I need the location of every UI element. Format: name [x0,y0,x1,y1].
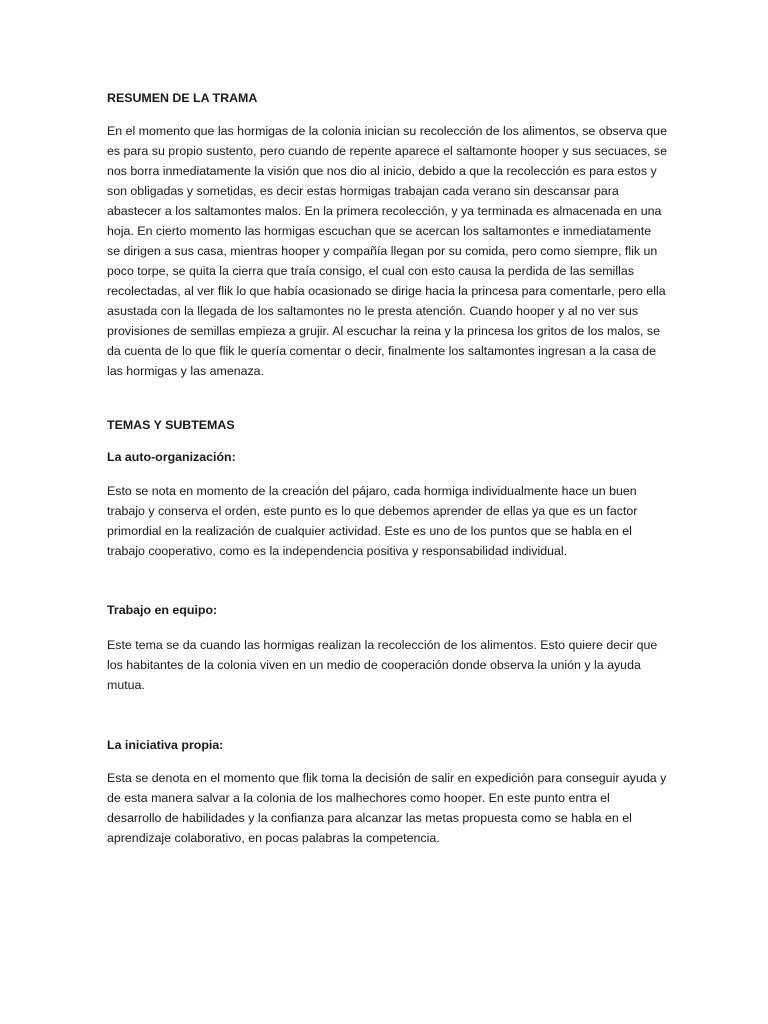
subsection-title-trabajo-en-equipo: Trabajo en equipo: [107,603,218,617]
subsection-title-auto-organizacion: La auto-organización: [107,450,236,464]
section-title-temas: TEMAS Y SUBTEMAS [107,418,235,432]
section-title-resumen: RESUMEN DE LA TRAMA [107,91,258,105]
subsection-body-trabajo-en-equipo: Este tema se da cuando las hormigas realizan la recolección de los alimentos. Esto quiere decir que los habitantes de la colonia viven en un medio de cooperación donde observa la unión y la ayuda mutua. [107,638,658,692]
subsection-body-iniciativa-propia: Esta se denota en el momento que flik toma la decisión de salir en expedición para conseguir ayuda y de esta manera salvar a la colonia de los malhechores como hooper. En este punto entra el desarrollo de habilidades y la confianza para alcanzar las metas propuesta como se habla en el aprendizaje colaborativo, en pocas palabras la competencia. [107,771,667,845]
section-body-resumen: En el momento que las hormigas de la colonia inician su recolección de los alimentos, se observa que es para su propio sustento, pero cuando de repente aparece el saltamonte hooper y sus secuaces, se nos borra inmediatamente la visión que nos dio al inicio, debido a que la recolección es para estos y son obligadas y sometidas, es decir estas hormigas trabajan cada verano sin descansar para abastecer a los saltamontes malos. En la primera recolección, y ya terminada es almacenada en una hoja. En cierto momento las hormigas escuchan que se acercan los saltamontes e inmediatamente se dirigen a sus casa, mientras hooper y compañía llegan por su comida, pero como siempre, flik un poco torpe, se quita la cierra que traía consigo, el cual con esto causa la perdida de las semillas recolectadas, al ver flik lo que había ocasionado se dirige hacia la princesa para comentarle, pero ella asustada con la llegada de los saltamontes no le presta atención. Cuando hooper y al no ver sus provisiones de semillas empieza a grujir. Al escuchar la reina y la princesa los gritos de los malos, se da cuenta de lo que flik le quería comentar o decir, finalmente los saltamontes ingresan a la casa de las hormigas y las amenaza. [107,124,667,378]
subsection-title-iniciativa-propia: La iniciativa propia: [107,738,224,752]
subsection-body-auto-organizacion: Esto se nota en momento de la creación del pájaro, cada hormiga individualmente hace un buen trabajo y conserva el orden, este punto es lo que debemos aprender de ellas ya que es un factor primordial en la realización de cualquier actividad. Este es uno de los puntos que se habla en el trabajo cooperativo, como es la independencia positiva y responsabilidad individual. [107,484,638,558]
